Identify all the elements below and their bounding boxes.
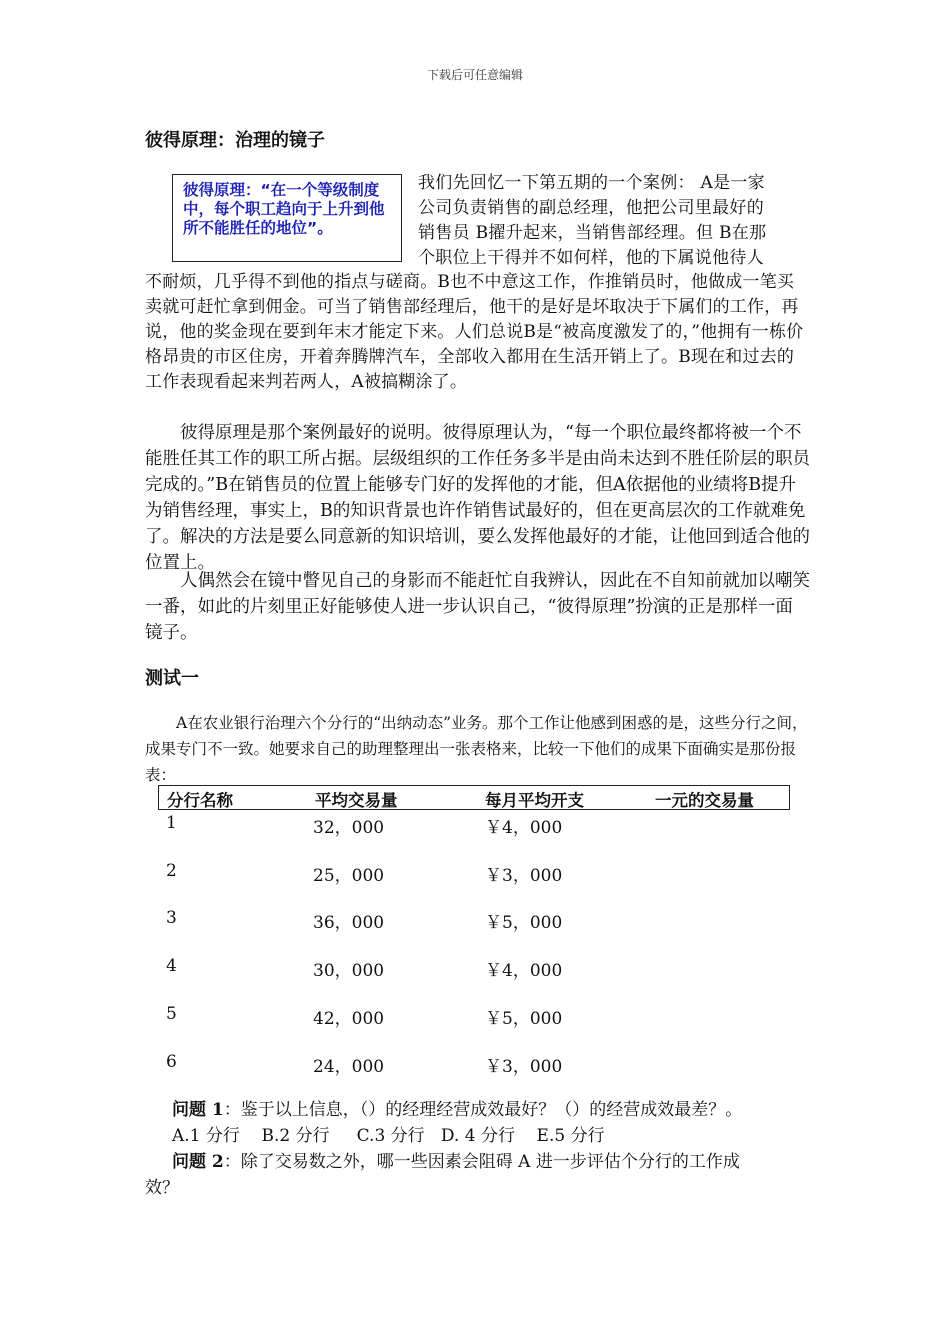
cell-branch: 2: [166, 861, 177, 881]
cell-volume: 42，000: [313, 1009, 385, 1029]
page-header: 下载后可任意编辑: [426, 68, 523, 82]
header-volume: 平均交易量: [315, 791, 398, 810]
question-1-options: A.1 分行 B.2 分行 C.3 分行 D. 4 分行 E.5 分行: [172, 1126, 605, 1146]
table-row: [0, 861, 950, 885]
explanation-paragraph: 彼得原理是那个案例最好的说明。彼得原理认为，“每一个职位最终都将被一个不能胜任其工作的职工所占据。层级组织的工作任务多半是由尚未达到不胜任阶层的职员完成的。”B在销售员的位置上能够专门好的发挥他的才能，但A依据他的业绩将B提升为销售经理，事实上，B的知识背景也许作销售试最好的，但在更高层次的工作就难免了。解决的方法是要么同意新的知识培训，要么发挥他最好的才能，让他回到适合他的位置上。: [145, 423, 810, 573]
table-header: [158, 785, 790, 810]
cell-volume: 32，000: [313, 818, 385, 838]
cell-volume: 30，000: [313, 961, 385, 981]
cell-cost: ￥5，000: [485, 1009, 563, 1029]
table-row: [0, 908, 950, 932]
table-row: [0, 1052, 950, 1076]
question-1: [172, 1097, 742, 1123]
table-row: [0, 956, 950, 980]
cell-cost: ￥4，000: [485, 818, 563, 838]
question-1-label: 问题 1: [172, 1100, 224, 1120]
cell-branch: 6: [166, 1052, 177, 1072]
cell-volume: 24，000: [313, 1057, 385, 1077]
mirror-paragraph: 人偶然会在镜中瞥见自己的身影而不能赶忙自我辨认，因此在不自知前就加以嘲笑一番，如此的片刻里正好能够使人进一步认识自己，“彼得原理”扮演的正是那样一面镜子。: [145, 571, 810, 643]
question-2-text: ：除了交易数之外，哪一些因素会阻碍 A 进一步评估个分行的工作成: [223, 1152, 740, 1172]
header-per-yuan: 一元的交易量: [655, 791, 754, 810]
question-2-continuation: 效？: [145, 1178, 179, 1198]
cell-cost: ￥3，000: [485, 866, 563, 886]
peter-principle-callout: 彼得原理：“在一个等级制度中，每个职工趋向于上升到他所不能胜任的地位”。: [172, 174, 402, 262]
intro-line-3: 销售员 B擢升起来，当销售部经理。但 B在那: [418, 223, 767, 243]
intro-paragraph: 不耐烦，几乎得不到他的指点与磋商。B也不中意这工作，作推销员时，他做成一笔买卖就可赶忙拿到佣金。可当了销售部经理后，他干的是好是坏取决于下属们的工作，再说，他的奖金现在要到年末才能定下来。人们总说B是“被高度激发了的，”他拥有一栋价格昂贵的市区住房，开着奔腾牌汽车，全部收入都用在生活开销上了。B现在和过去的工作表现看起来判若两人，A被搞糊涂了。: [145, 272, 804, 392]
question-2-label: 问题 2: [172, 1152, 224, 1172]
intro-line-4: 个职位上干得并不如何样，他的下属说他待人: [418, 248, 764, 268]
question-2: [172, 1149, 740, 1175]
table-row: [0, 1004, 950, 1028]
header-cost: 每月平均开支: [485, 791, 584, 810]
test-title: 测试一: [145, 668, 199, 689]
cell-cost: ￥5，000: [485, 913, 563, 933]
test-paragraph: A在农业银行治理六个分行的“出纳动态”业务。那个工作让他感到困惑的是，这些分行之间，成果专门不一致。她要求自己的助理整理出一张表格来，比较一下他们的成果下面确实是那份报表：: [145, 714, 808, 784]
cell-branch: 3: [166, 908, 177, 928]
question-1-text: ：鉴于以上信息，（）的经理经营成效最好？（）的经营成效最差？。: [223, 1100, 743, 1120]
intro-line-2: 公司负责销售的副总经理，他把公司里最好的: [418, 198, 764, 218]
article-title: 彼得原理：治理的镜子: [145, 130, 325, 151]
cell-branch: 4: [166, 956, 177, 976]
cell-branch: 1: [166, 813, 177, 833]
cell-cost: ￥3，000: [485, 1057, 563, 1077]
table-row: [0, 813, 950, 837]
header-branch: 分行名称: [167, 791, 233, 810]
cell-volume: 36，000: [313, 913, 385, 933]
intro-line-1: 我们先回忆一下第五期的一个案例： A是一家: [418, 173, 765, 193]
cell-volume: 25，000: [313, 866, 385, 886]
cell-branch: 5: [166, 1004, 177, 1024]
cell-cost: ￥4，000: [485, 961, 563, 981]
